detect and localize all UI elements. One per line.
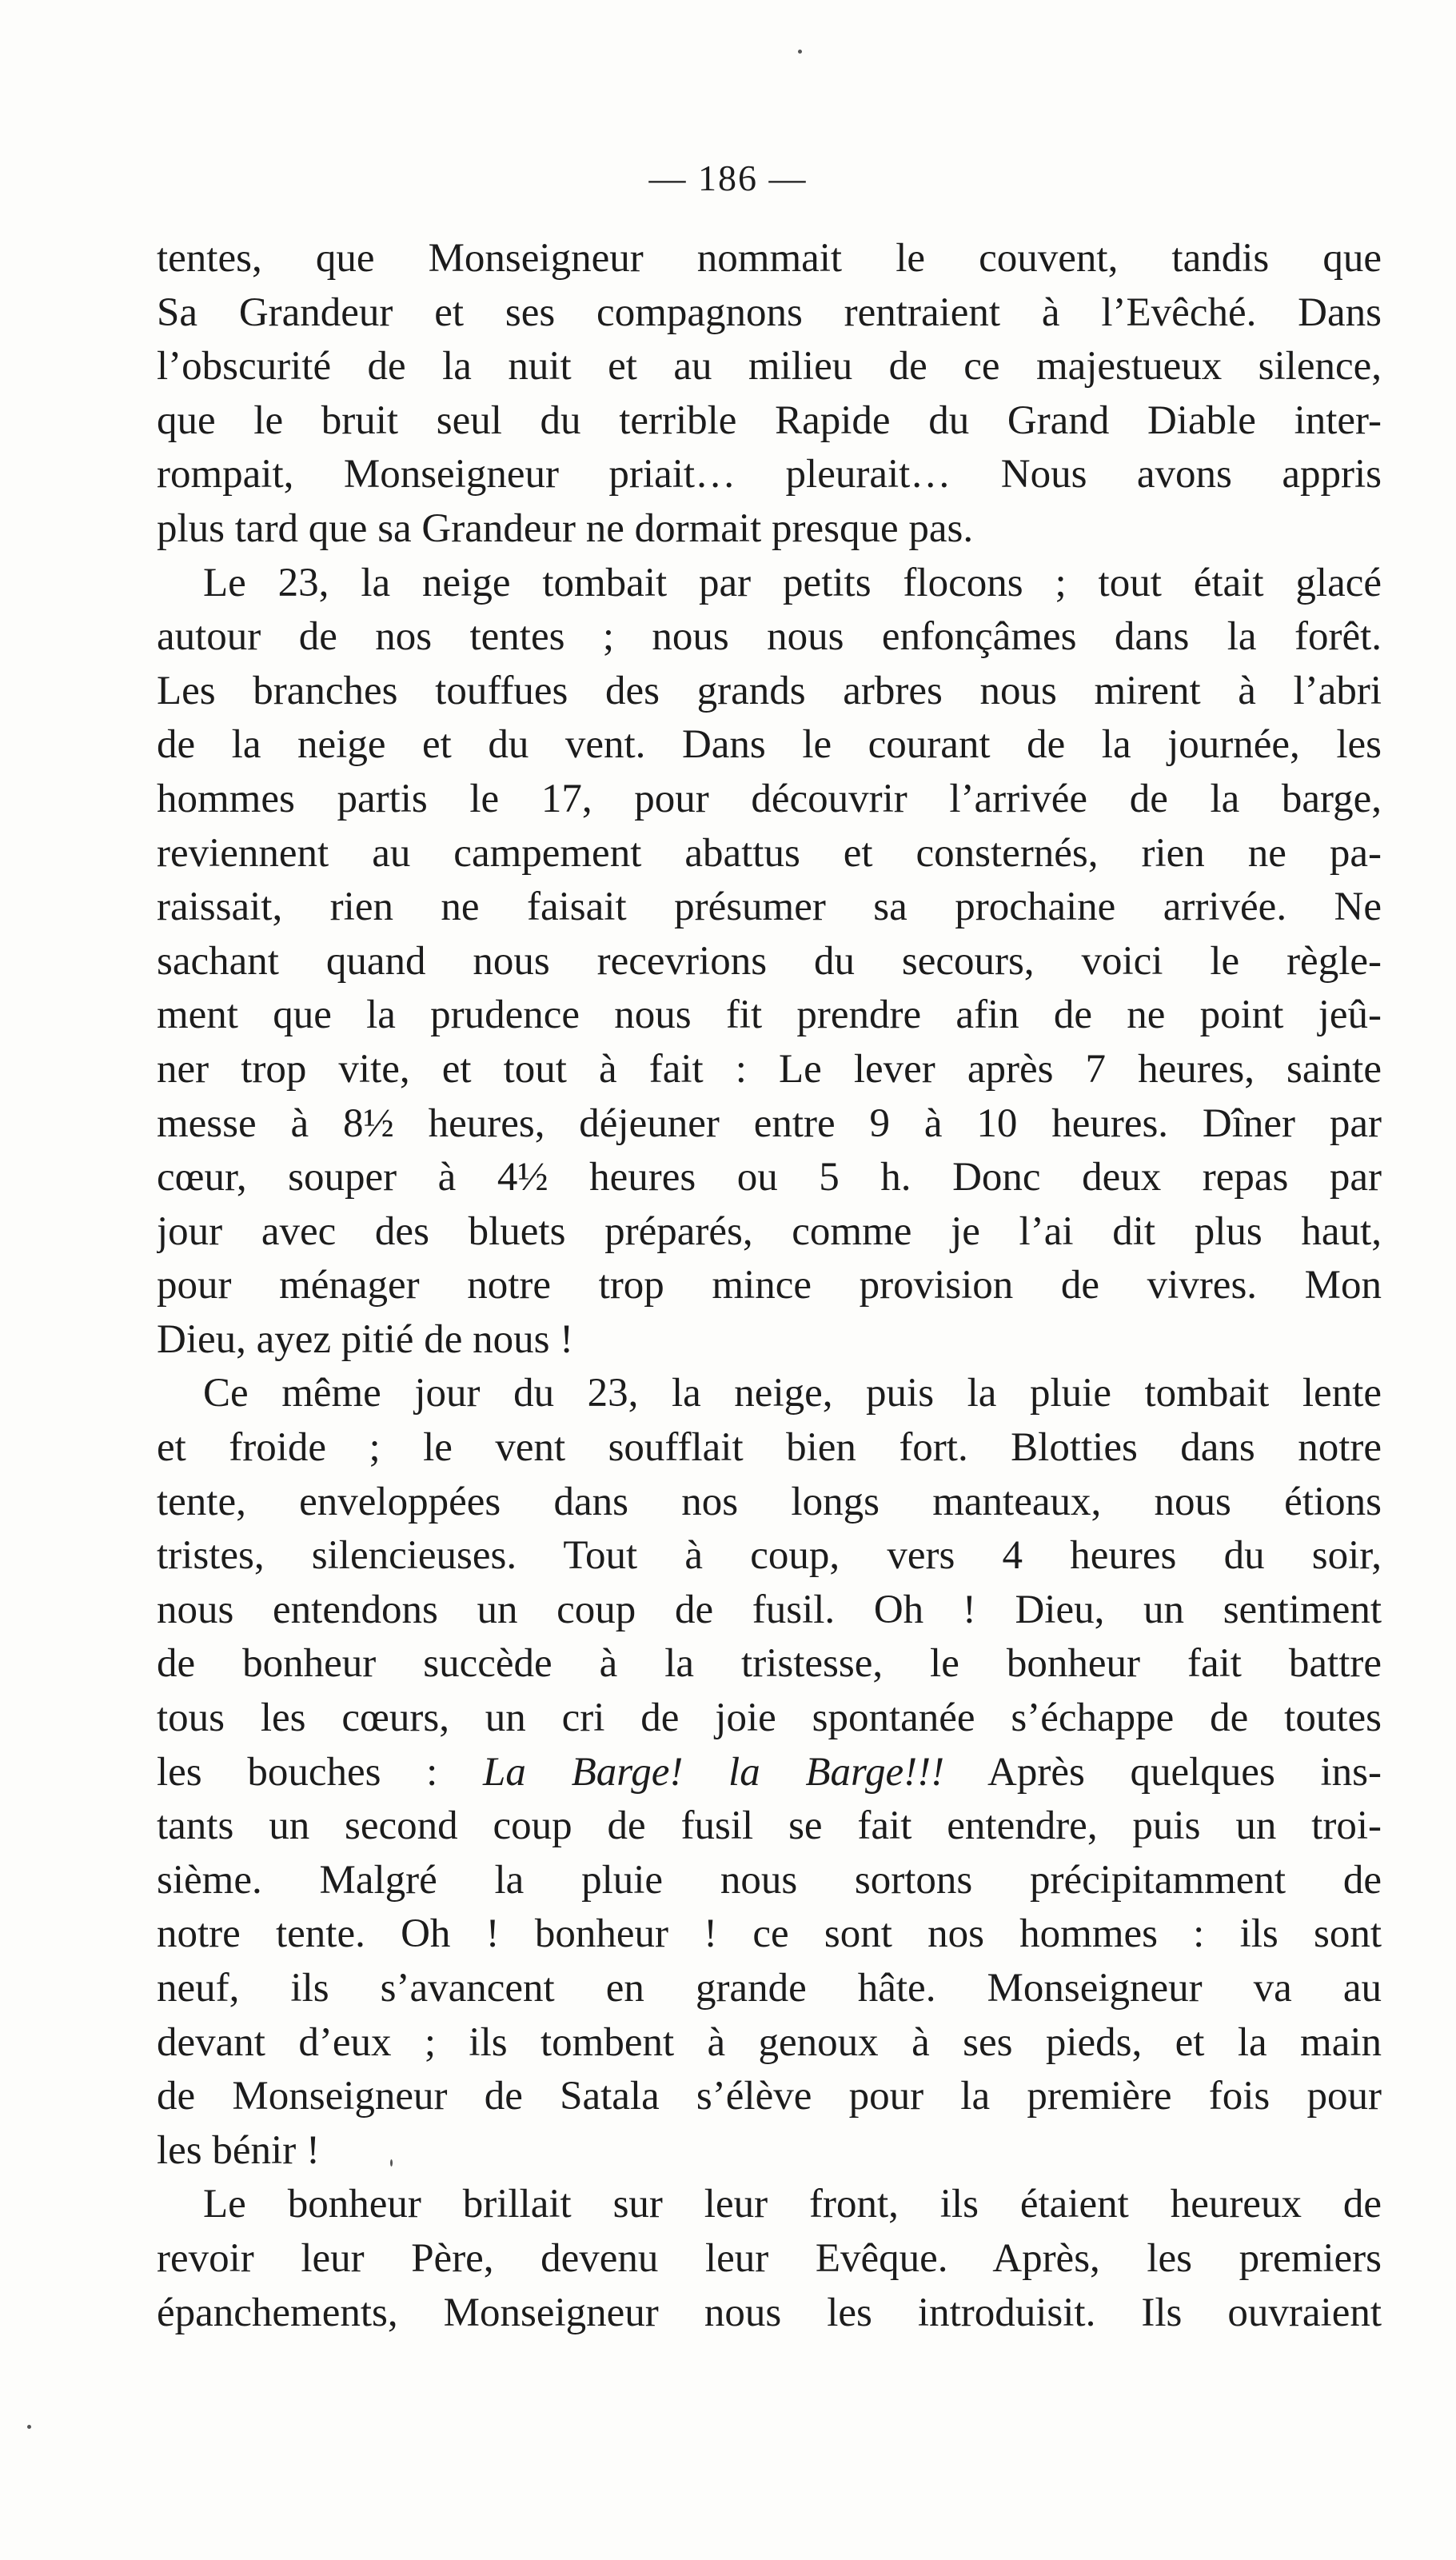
paragraph-1 <box>157 232 1382 557</box>
text-line: Les branches touffues des grands arbres nous mirent à l’abri <box>157 668 1382 713</box>
text-segment: les bouches : <box>157 1749 438 1795</box>
text-line: reviennent au campement abattus et consternés, rien ne pa- <box>157 830 1382 876</box>
text-line: hommes partis le 17, pour découvrir l’arrivée de la barge, <box>157 776 1382 821</box>
text-line: que le bruit seul du terrible Rapide du Grand Diable inter- <box>157 397 1382 443</box>
text-line: de bonheur succède à la tristesse, le bonheur fait battre <box>157 1641 1382 1687</box>
text-line: jour avec des bluets préparés, comme je l’ai dit plus haut, <box>157 1208 1382 1254</box>
italic-exclamation: La Barge! la Barge!!! <box>483 1749 945 1795</box>
text-segment: Après quelques ins- <box>987 1749 1382 1795</box>
text-line: tente, enveloppées dans nos longs manteaux, nous étions <box>157 1479 1382 1524</box>
text-line: tristes, silencieuses. Tout à coup, vers 4 heures du soir, <box>157 1533 1382 1579</box>
text-line: l’obscurité de la nuit et au milieu de ce majestueux silence, <box>157 344 1382 389</box>
paragraph-3 <box>157 1367 1382 2178</box>
text-line: ment que la prudence nous fit prendre afin de ne point jeû- <box>157 992 1382 1038</box>
text-line: autour de nos tentes ; nous nous enfonçâmes dans la forêt. <box>157 614 1382 660</box>
text-line: et froide ; le vent soufflait bien fort. Blotties dans notre <box>157 1425 1382 1471</box>
text-line: Le bonheur brillait sur leur front, ils étaient heureux de <box>203 2182 1382 2227</box>
print-speck <box>390 2159 393 2167</box>
text-line: nous entendons un coup de fusil. Oh ! Dieu, un sentiment <box>157 1587 1382 1632</box>
text-line: devant d’eux ; ils tombent à genoux à ses pieds, et la main <box>157 2019 1382 2065</box>
page-number: — 186 — <box>648 158 808 198</box>
text-line-exclamation <box>157 1746 1382 1800</box>
text-line: Dieu, ayez pitié de nous ! <box>157 1316 574 1362</box>
text-line: sachant quand nous recevrions du secours, voici le règle- <box>157 938 1382 984</box>
text-line: neuf, ils s’avancent en grande hâte. Monseigneur va au <box>157 1966 1382 2011</box>
text-line: notre tente. Oh ! bonheur ! ce sont nos hommes : ils sont <box>157 1911 1382 1957</box>
paragraph-4 <box>157 2178 1382 2340</box>
text-line: plus tard que sa Grandeur ne dormait presque pas. <box>157 505 974 551</box>
text-line: cœur, souper à 4½ heures ou 5 h. Donc deux repas par <box>157 1155 1382 1200</box>
text-line: de Monseigneur de Satala s’élève pour la première fois pour <box>157 2074 1382 2119</box>
paragraph-2 <box>157 557 1382 1368</box>
text-line: tous les cœurs, un cri de joie spontanée s’échappe de toutes <box>157 1695 1382 1741</box>
text-line: les bénir ! <box>157 2127 320 2173</box>
text-line: rompait, Monseigneur priait… pleurait… Nous avons appris <box>157 452 1382 497</box>
print-speck <box>798 50 802 54</box>
text-line: Le 23, la neige tombait par petits flocons ; tout était glacé <box>203 560 1382 605</box>
text-line: revoir leur Père, devenu leur Evêque. Après, les premiers <box>157 2235 1382 2281</box>
text-line: Sa Grandeur et ses compagnons rentraient à l’Evêché. Dans <box>157 290 1382 335</box>
text-line: pour ménager notre trop mince provision de vivres. Mon <box>157 1263 1382 1308</box>
text-line: de la neige et du vent. Dans le courant de la journée, les <box>157 722 1382 768</box>
print-speck <box>27 2425 31 2429</box>
body-text <box>157 232 1382 2340</box>
text-line: Ce même jour du 23, la neige, puis la pluie tombait lente <box>203 1371 1382 1416</box>
text-line: tentes, que Monseigneur nommait le couvent, tandis que <box>157 236 1382 281</box>
text-line: tants un second coup de fusil se fait entendre, puis un troi- <box>157 1803 1382 1849</box>
text-line: ner trop vite, et tout à fait : Le lever après 7 heures, sainte <box>157 1046 1382 1092</box>
text-line: raissait, rien ne faisait présumer sa prochaine arrivée. Ne <box>157 885 1382 930</box>
text-line: épanchements, Monseigneur nous les introduisit. Ils ouvraient <box>157 2290 1382 2335</box>
text-line: sième. Malgré la pluie nous sortons précipitamment de <box>157 1857 1382 1903</box>
text-line: messe à 8½ heures, déjeuner entre 9 à 10 heures. Dîner par <box>157 1100 1382 1146</box>
